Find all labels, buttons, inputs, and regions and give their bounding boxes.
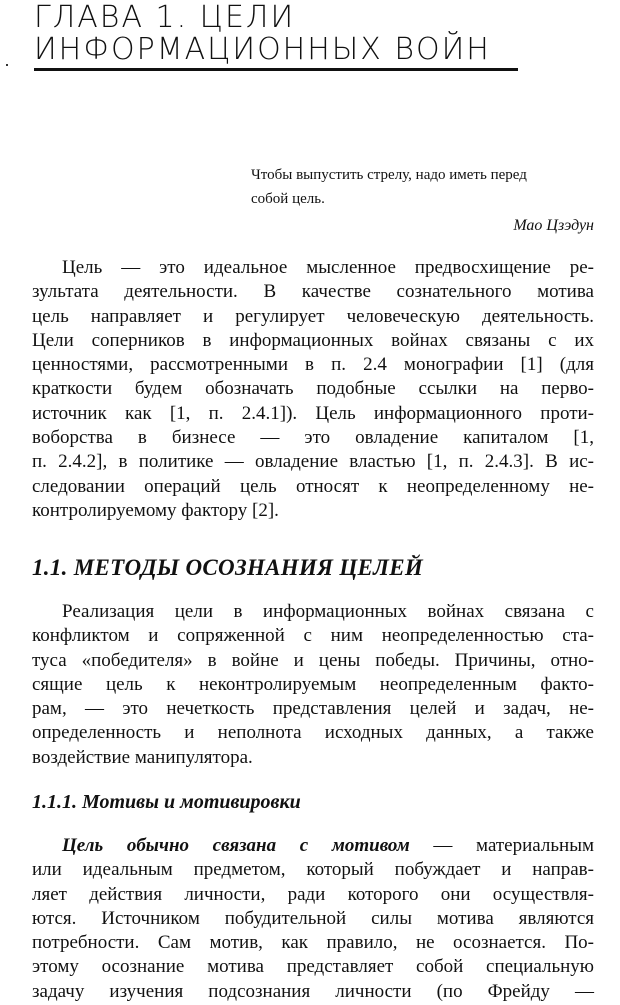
section-line: рам, — это нечеткость представления целей и задач, не- [32,698,594,720]
subsection-heading: 1.1.1. Мотивы и мотивировки [32,791,301,813]
subsection-line: ляет действия личности, ради которого они осуществля- [32,883,594,905]
epigraph-line-1: Чтобы выпустить стрелу, надо иметь перед [251,167,527,183]
subsection-line: этому осознание мотива представляет собой специальную [32,956,594,978]
intro-line: зультата деятельности. В качестве сознательного мотива [32,281,594,303]
intro-paragraph [32,256,594,523]
margin-mark [6,64,8,66]
intro-line: Цели соперников в информационных войнах связаны с их [32,329,594,351]
section-line: воздействие манипулятора. [32,746,253,768]
lead-phrase: Цель обычно связана с мотивом [62,835,410,856]
section-line: туса «победителя» в войне и цены победы. Причины, отно- [32,649,594,671]
intro-line: следовании операций цель относят к неопределенному не- [32,475,594,497]
intro-line: воборства в бизнесе — это овладение капиталом [1, [32,427,594,449]
section-line: конфликтом и сопряженной с ним неопределенностью ста- [32,625,594,647]
epigraph-line-2: собой цель. [251,191,325,207]
intro-line: ценностями, рассмотренными в п. 2.4 монографии [1] (для [32,354,594,376]
section-paragraph [32,600,594,770]
section-line: Реализация цели в информационных войнах связана с [62,601,594,622]
subsection-line: или идеальным предметом, который побуждает и направ- [32,859,594,881]
intro-line: цель направляет и регулирует человеческую деятельность. [32,305,594,327]
epigraph-author: Мао Цзэдун [513,217,594,234]
intro-line: п. 2.4.2], в политике — овладение властью [1, п. 2.4.3]. В ис- [32,451,594,473]
intro-line: краткости будем обозначать подобные ссылки на перво- [32,378,594,400]
section-line: определенность и неполнота исходных данных, а также [32,722,594,744]
chapter-title [34,2,594,71]
epigraph [251,163,594,238]
subsection-line: ются. Источником побудительной силы мотива являются [32,907,594,929]
subsection-line [32,834,594,858]
subsection-line: задачу изучения подсознания личности (по Фрейду — [32,980,594,1002]
intro-line: источник как [1, п. 2.4.1]). Цель информационного проти- [32,402,594,424]
lead-rest: — материальным [409,835,594,856]
intro-line: Цель — это идеальное мысленное предвосхищение ре- [62,257,594,278]
section-heading: 1.1. МЕТОДЫ ОСОЗНАНИЯ ЦЕЛЕЙ [32,555,424,580]
chapter-title-line-2: ИНФОРМАЦИОННЫХ ВОЙН [34,34,518,71]
subsection-line: потребности. Сам мотив, как правило, не осознается. По- [32,932,594,954]
section-line: сящие цель к неконтролируемым неопределенным факто- [32,673,594,695]
chapter-title-line-1: ГЛАВА 1. ЦЕЛИ [34,0,296,35]
intro-line: контролируемому фактору [2]. [32,499,279,521]
subsection-paragraph [32,834,594,1004]
